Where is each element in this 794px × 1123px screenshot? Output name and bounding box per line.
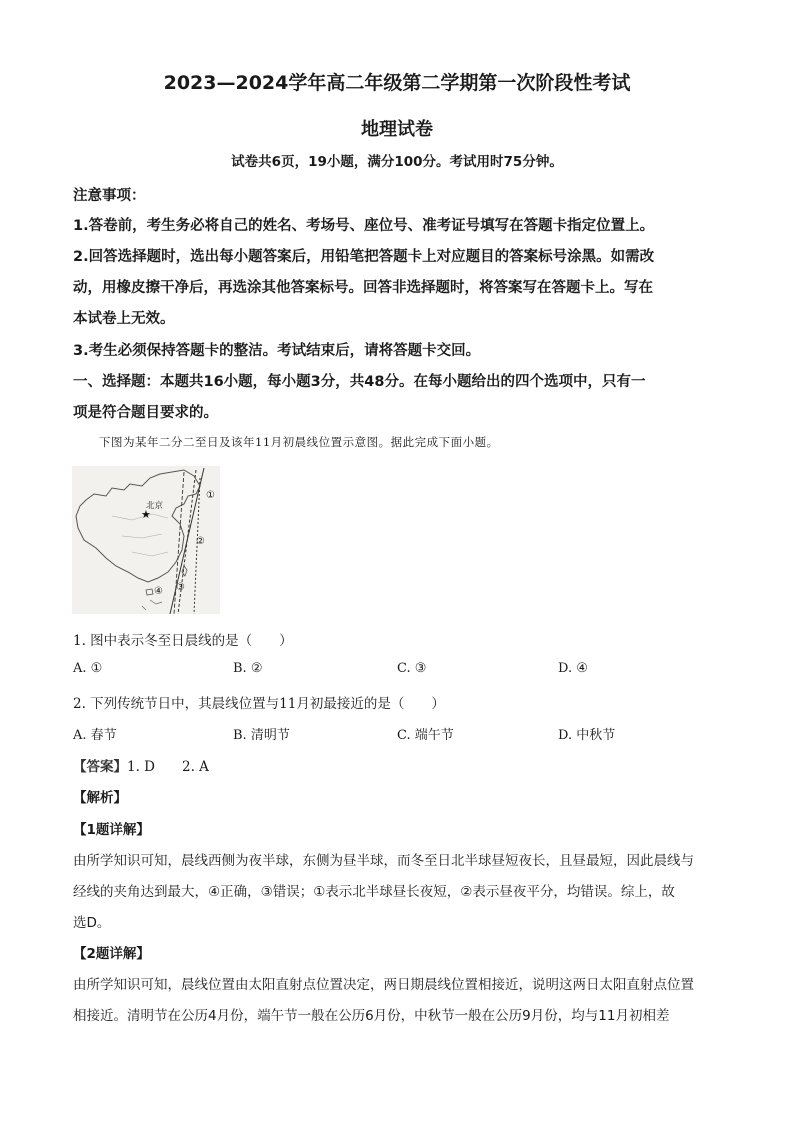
note-2-line-a: 2.回答选择题时，选出每小题答案后，用铅笔把答题卡上对应题目的答案标号涂黑。如需改 bbox=[73, 249, 655, 265]
beijing-label: 北京 bbox=[146, 501, 164, 511]
q1-option-d[interactable]: D. ④ bbox=[558, 661, 588, 676]
analysis-tag: 【解析】 bbox=[73, 790, 127, 806]
marker-1: ① bbox=[206, 490, 215, 501]
q2-option-a[interactable]: A. 春节 bbox=[73, 728, 117, 743]
answer-text: 1. D 2. A bbox=[127, 759, 209, 775]
detail-2-line-b: 相接近。清明节在公历4月份，端午节一般在公历6月份，中秋节一般在公历9月份，均与11月初相差 bbox=[73, 1008, 670, 1024]
beijing-star: ★ bbox=[141, 508, 151, 521]
detail-1-line-b: 经线的夹角达到最大，④正确，③错误；①表示北半球昼长夜短，②表示昼夜平分，均错误。综上，故 bbox=[73, 884, 675, 900]
question-intro: 下图为某年二分二至日及该年11月初晨线位置示意图。据此完成下面小题。 bbox=[99, 435, 499, 449]
question-1-stem: 1. 图中表示冬至日晨线的是（ ） bbox=[73, 633, 293, 649]
detail-2-line-a: 由所学知识可知，晨线位置由太阳直射点位置决定，两日期晨线位置相接近，说明这两日太阳直射点位置 bbox=[73, 977, 694, 993]
section-heading-line-b: 项是符合题目要求的。 bbox=[73, 405, 218, 421]
detail-2-tag: 【2题详解】 bbox=[73, 946, 150, 962]
detail-1-line-c: 选D。 bbox=[73, 915, 111, 931]
detail-1-tag: 【1题详解】 bbox=[73, 822, 150, 838]
q2-option-b[interactable]: B. 清明节 bbox=[233, 728, 290, 743]
terminator-map-figure bbox=[72, 466, 220, 614]
q2-option-d[interactable]: D. 中秋节 bbox=[558, 728, 616, 743]
subject-title: 地理试卷 bbox=[361, 119, 433, 140]
note-3: 3.考生必须保持答题卡的整洁。考试结束后，请将答题卡交回。 bbox=[73, 343, 481, 359]
q1-option-c[interactable]: C. ③ bbox=[397, 661, 427, 676]
q2-option-c[interactable]: C. 端午节 bbox=[397, 728, 454, 743]
marker-2: ② bbox=[196, 536, 205, 547]
note-2-line-b: 动，用橡皮擦干净后，再选涂其他答案标号。回答非选择题时，将答案写在答题卡上。写在 bbox=[73, 280, 653, 296]
detail-1-line-a: 由所学知识可知，晨线西侧为夜半球，东侧为昼半球，而冬至日北半球昼短夜长，且昼最短，因此晨线与 bbox=[73, 853, 694, 869]
marker-4: ④ bbox=[154, 586, 163, 597]
exam-info: 试卷共6页，19小题，满分100分。考试用时75分钟。 bbox=[231, 154, 563, 170]
notes-heading: 注意事项： bbox=[73, 188, 146, 204]
answer-tag: 【答案】 bbox=[73, 759, 127, 775]
exam-title: 2023—2024学年高二年级第二学期第一次阶段性考试 bbox=[163, 72, 631, 94]
note-2-line-c: 本试卷上无效。 bbox=[73, 311, 175, 327]
note-1: 1.答卷前，考生务必将自己的姓名、考场号、座位号、准考证号填写在答题卡指定位置上。 bbox=[73, 218, 655, 234]
question-2-stem: 2. 下列传统节日中，其晨线位置与11月初最接近的是（ ） bbox=[73, 696, 445, 712]
answer-row bbox=[73, 755, 723, 775]
marker-3: ③ bbox=[176, 582, 185, 593]
q1-option-a[interactable]: A. ① bbox=[73, 661, 103, 676]
section-heading-line-a: 一、选择题：本题共16小题，每小题3分，共48分。在每小题给出的四个选项中，只有一 bbox=[73, 374, 646, 390]
map-svg bbox=[72, 466, 220, 614]
q1-option-b[interactable]: B. ② bbox=[233, 661, 263, 676]
